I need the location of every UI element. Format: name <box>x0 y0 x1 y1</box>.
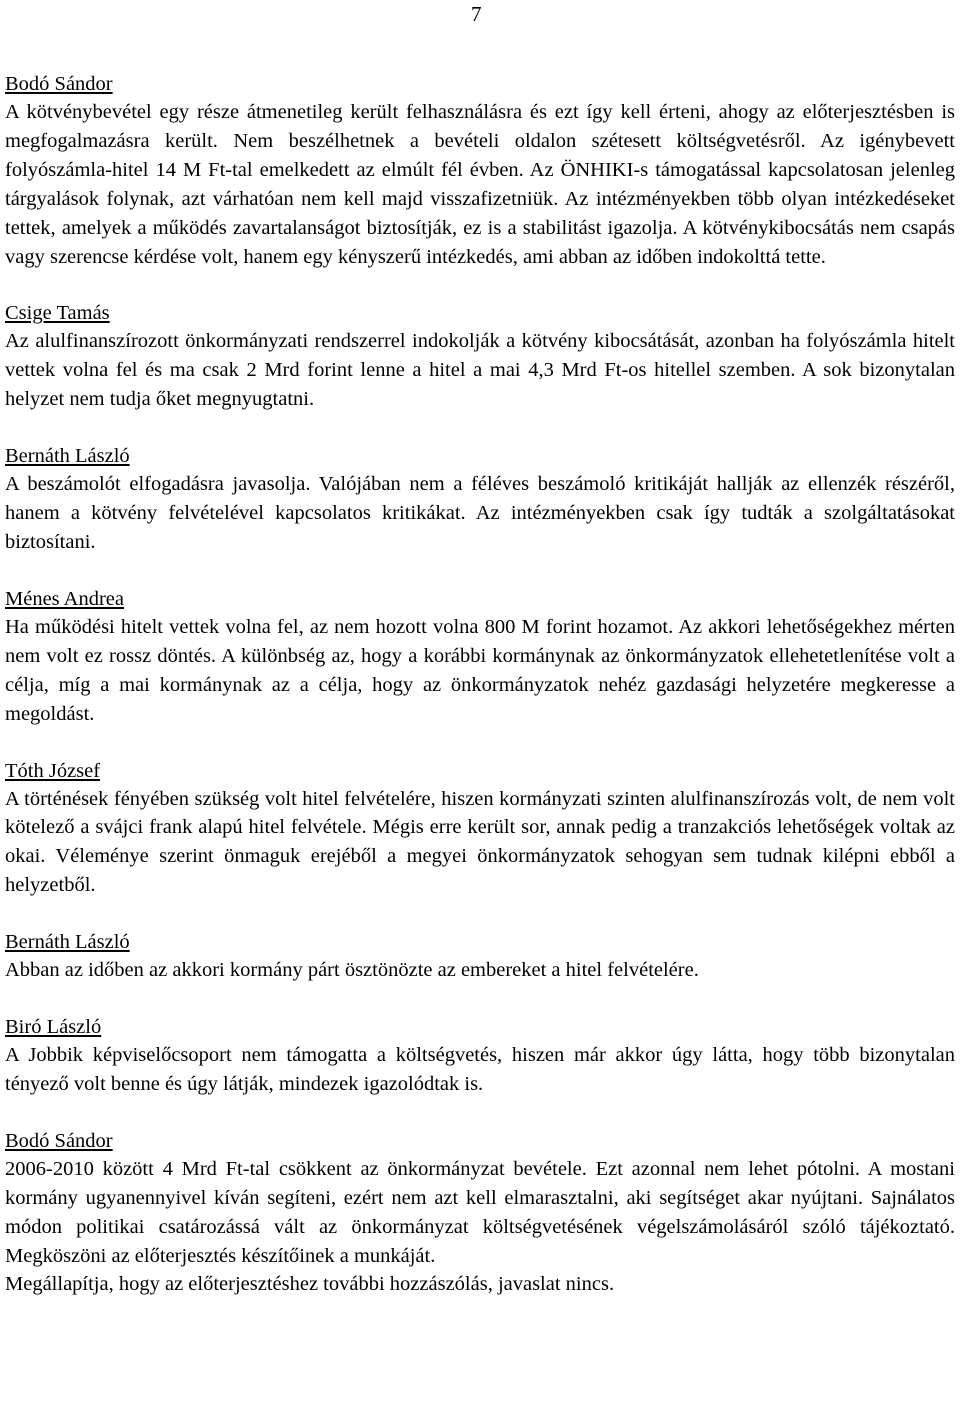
page-number: 7 <box>471 2 482 26</box>
speech-paragraph: Abban az időben az akkori kormány párt ösztönözte az embereket a hitel felvételére. <box>5 959 699 982</box>
minutes-body <box>5 70 955 1299</box>
speech-paragraph: A kötvénybevétel egy része átmenetileg került felhasználásra és ezt így kell érteni, ahogy az előterjesztésben is megfogalmazásra került. Nem beszélhetnek a bevételi oldalon szétesett költségvetésről. Az igénybevett folyószámla-hitel 14 M Ft-tal emelkedett az elmúlt fél évben. Az ÖNHIKI-s támogatással kapcsolatosan jelenleg tárgyalások folynak, azt várhatóan nem kell majd visszafizetniük. Az intézményekben több olyan intézkedéseket tettek, amelyek a működés zavartalanságot biztosítják, ez is a stabilitást igazolja. A kötvénykibocsátás nem csapás vagy szerencse kérdése volt, hanem egy kényszerű intézkedés, ami abban az időben indokolttá tette. <box>5 101 955 268</box>
speech-block <box>5 442 955 557</box>
speech-block <box>5 70 955 271</box>
speech-paragraph: Ha működési hitelt vettek volna fel, az nem hozott volna 800 M forint hozamot. Az akkori lehetőségekhez mérten nem volt ez rossz döntés. A különbség az, hogy a korábbi kormánynak az önkormányzatok ellehetetlenítése volt a célja, míg a mai kormánynak az a célja, hogy az önkormányzatok nehéz gazdasági helyzetére megkeresse a megoldást. <box>5 615 955 725</box>
speech-paragraph: A Jobbik képviselőcsoport nem támogatta a költségvetés, hiszen már akkor úgy látta, hogy több bizonytalan tényező volt benne és úgy látják, mindezek igazolódtak is. <box>5 1044 955 1095</box>
speaker-name: Bodó Sándor <box>5 1129 113 1152</box>
speech-block <box>5 928 955 985</box>
speech-block <box>5 299 955 414</box>
speaker-name: Ménes Andrea <box>5 587 124 610</box>
speech-paragraph: A történések fényében szükség volt hitel felvételére, hiszen kormányzati szinten alulfinanszírozás volt, de nem volt kötelező a svájci frank alapú hitel felvétele. Mégis erre került sor, annak pedig a tranzakciós lehetőségek voltak az okai. Véleménye szerint önmaguk erejéből a megyei önkormányzatok sehogyan sem tudnak kilépni ebből a helyzetből. <box>5 787 955 897</box>
speaker-name: Bodó Sándor <box>5 73 113 95</box>
speaker-name: Bernáth László <box>5 931 130 954</box>
speaker-name: Biró László <box>5 1016 102 1039</box>
speech-block <box>5 1013 955 1099</box>
speech-block <box>5 757 955 901</box>
speech-paragraph: Az alulfinanszírozott önkormányzati rendszerrel indokolják a kötvény kibocsátását, azonban ha folyószámla hitelt vettek volna fel és ma csak 2 Mrd forint lenne a hitel a mai 4,3 Mrd Ft-os hitellel szemben. A sok bizonytalan helyzet nem tudja őket megnyugtatni. <box>5 330 955 411</box>
speech-block <box>5 585 955 729</box>
speaker-name: Bernáth László <box>5 445 130 468</box>
speaker-name: Csige Tamás <box>5 302 110 325</box>
speech-block <box>5 1127 955 1300</box>
closing-statement: Megállapítja, hogy az előterjesztéshez további hozzászólás, javaslat nincs. <box>5 1273 615 1296</box>
speaker-name: Tóth József <box>5 759 101 782</box>
speech-paragraph: A beszámolót elfogadásra javasolja. Valójában nem a féléves beszámoló kritikáját hallják az ellenzék részéről, hanem a kötvény felvételével kapcsolatos kritikákat. Az intézményekben csak így tudták a szolgáltatásokat biztosítani. <box>5 473 955 553</box>
speech-paragraph: 2006-2010 között 4 Mrd Ft-tal csökkent az önkormányzat bevétele. Ezt azonnal nem lehet pótolni. A mostani kormány ugyanennyivel kíván segíteni, ezért nem azt kell elmarasztalni, aki segítséget akar nyújtani. Sajnálatos módon politikai csatározássá vált az önkormányzat költségvetésének végelszámolásáról szóló tájékoztató. Megköszöni az előterjesztés készítőinek a munkáját. <box>5 1157 955 1267</box>
